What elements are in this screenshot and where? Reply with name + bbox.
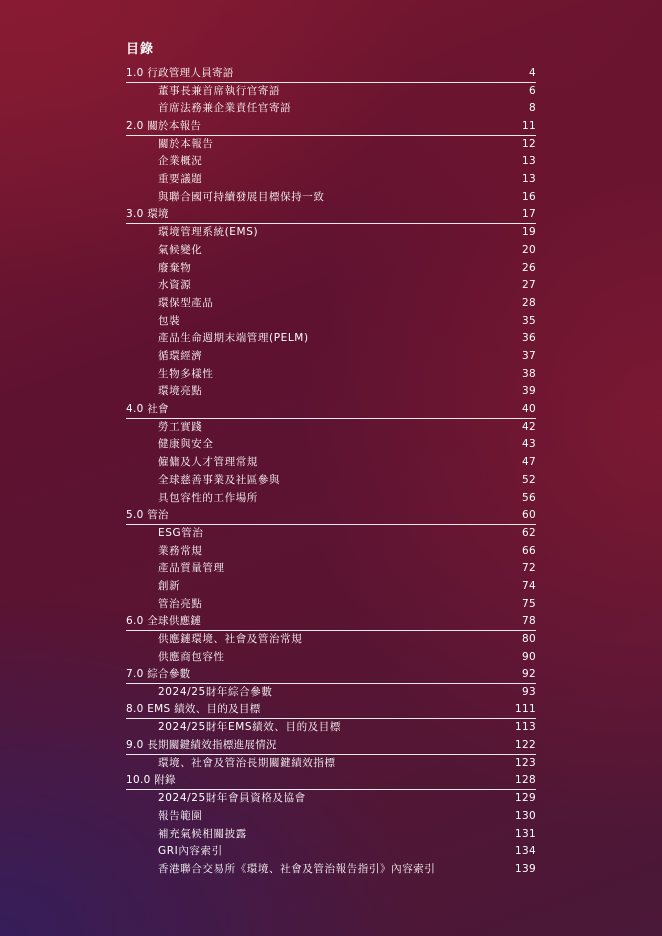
- toc-page-number: 17: [522, 208, 536, 220]
- toc-page-number: 36: [522, 332, 536, 345]
- toc-entry-label: 環境、社會及管治長期關鍵績效指標: [158, 756, 336, 769]
- toc-subsection-row[interactable]: [126, 295, 536, 313]
- toc-page-number: 35: [522, 314, 536, 327]
- toc-page-number: 90: [522, 650, 536, 663]
- toc-subsection-row[interactable]: [126, 153, 536, 171]
- toc-entry-label: 2.0 關於本報告: [126, 119, 202, 132]
- toc-entry-label: 企業概況: [158, 155, 203, 168]
- toc-entry-label: 健康與安全: [158, 438, 214, 451]
- toc-section-row[interactable]: [126, 666, 536, 684]
- toc-subsection-row[interactable]: [126, 525, 536, 543]
- toc-subsection-row[interactable]: [126, 224, 536, 242]
- toc-entry-label: 包裝: [158, 314, 181, 327]
- toc-subsection-row[interactable]: [126, 719, 536, 737]
- toc-page-number: 40: [522, 402, 536, 415]
- toc-entry-label: 1.0 行政管理人員寄語: [126, 66, 234, 79]
- toc-page-number: 80: [522, 633, 536, 645]
- toc-subsection-row[interactable]: [126, 560, 536, 578]
- toc-page-number: 62: [522, 526, 536, 539]
- toc-subsection-row[interactable]: [126, 348, 536, 366]
- toc-entry-label: 董事長兼首席執行官寄語: [158, 84, 281, 97]
- toc-entry-label: 4.0 社會: [126, 402, 169, 415]
- toc-entry-label: 具包容性的工作場所: [158, 491, 258, 504]
- toc-entry-label: 香港聯合交易所《環境、社會及管治報告指引》內容索引: [158, 862, 436, 875]
- table-of-contents: [126, 40, 536, 879]
- toc-subsection-row[interactable]: [126, 383, 536, 401]
- toc-entry-label: 供應商包容性: [158, 650, 225, 663]
- toc-page-number: 12: [522, 137, 536, 150]
- toc-page-number: 6: [529, 84, 536, 97]
- toc-subsection-row[interactable]: [126, 596, 536, 614]
- toc-subsection-row[interactable]: [126, 366, 536, 384]
- toc-subsection-row[interactable]: [126, 543, 536, 561]
- toc-page-number: 27: [522, 279, 536, 292]
- toc-entry-label: 供應鏈環境、社會及管治常規: [158, 633, 303, 645]
- toc-page-number: 139: [515, 862, 536, 875]
- toc-page-number: 37: [522, 350, 536, 362]
- toc-page-number: 122: [515, 738, 536, 751]
- toc-entry-label: 首席法務兼企業責任官寄語: [158, 102, 292, 115]
- toc-entry-label: 管治亮點: [158, 597, 203, 610]
- toc-subsection-row[interactable]: [126, 826, 536, 844]
- toc-page-number: 92: [522, 667, 536, 680]
- toc-page-number: 13: [522, 155, 536, 168]
- toc-subsection-row[interactable]: [126, 171, 536, 189]
- toc-subsection-row[interactable]: [126, 861, 536, 879]
- toc-subsection-row[interactable]: [126, 100, 536, 118]
- toc-section-row[interactable]: [126, 118, 536, 136]
- toc-subsection-row[interactable]: [126, 189, 536, 207]
- toc-entry-label: 生物多樣性: [158, 367, 214, 380]
- toc-subsection-row[interactable]: [126, 684, 536, 702]
- toc-entry-label: 8.0 EMS 績效、目的及目標: [126, 703, 261, 716]
- toc-entry-label: ESG管治: [158, 526, 204, 539]
- toc-section-row[interactable]: [126, 702, 536, 720]
- toc-entry-label: 9.0 長期關鍵績效指標進展情況: [126, 738, 277, 751]
- toc-page-number: 56: [522, 491, 536, 504]
- toc-entry-label: 5.0 管治: [126, 508, 169, 521]
- toc-page-number: 28: [522, 296, 536, 309]
- toc-page-number: 4: [529, 66, 536, 79]
- toc-entry-label: 產品生命週期末端管理(PELM): [158, 332, 309, 345]
- toc-entry-label: 環境管理系統(EMS): [158, 226, 259, 239]
- toc-section-row[interactable]: [126, 773, 536, 791]
- toc-section-row[interactable]: [126, 613, 536, 631]
- toc-subsection-row[interactable]: [126, 419, 536, 437]
- toc-page-number: 72: [522, 562, 536, 575]
- toc-page-number: 47: [522, 456, 536, 469]
- toc-entry-label: 廢棄物: [158, 261, 192, 274]
- toc-page-number: 128: [515, 774, 536, 786]
- toc-page-number: 113: [515, 721, 536, 734]
- toc-page-number: 134: [515, 845, 536, 858]
- toc-page-number: 43: [522, 438, 536, 451]
- toc-page-number: 26: [522, 261, 536, 274]
- toc-entry-label: 業務常規: [158, 544, 203, 557]
- toc-entry-label: 重要議題: [158, 173, 203, 186]
- toc-page-number: 19: [522, 226, 536, 239]
- toc-page-number: 42: [522, 420, 536, 433]
- toc-section-row[interactable]: [126, 207, 536, 225]
- toc-page-number: 129: [515, 792, 536, 805]
- toc-page-number: 16: [522, 190, 536, 203]
- toc-page-number: 130: [515, 809, 536, 822]
- toc-entry-label: 勞工實踐: [158, 420, 203, 433]
- page-title: 目錄: [126, 42, 155, 57]
- toc-subsection-row[interactable]: [126, 436, 536, 454]
- toc-subsection-row[interactable]: [126, 242, 536, 260]
- toc-subsection-row[interactable]: [126, 454, 536, 472]
- toc-page-number: 66: [522, 544, 536, 557]
- toc-entry-label: 與聯合國可持續發展目標保持一致: [158, 190, 325, 203]
- toc-page-number: 52: [522, 473, 536, 486]
- toc-subsection-row[interactable]: [126, 490, 536, 508]
- toc-page-number: 13: [522, 173, 536, 186]
- toc-subsection-row[interactable]: [126, 649, 536, 667]
- toc-subsection-row[interactable]: [126, 83, 536, 101]
- toc-page-number: 74: [522, 579, 536, 592]
- toc-entry-label: 環境亮點: [158, 385, 203, 398]
- toc-entry-label: 報告範圍: [158, 809, 203, 822]
- toc-subsection-row[interactable]: [126, 136, 536, 154]
- toc-subsection-row[interactable]: [126, 808, 536, 826]
- toc-page-number: 20: [522, 243, 536, 256]
- toc-page-number: 38: [522, 367, 536, 380]
- toc-entry-label: GRI內容索引: [158, 845, 223, 858]
- toc-section-row[interactable]: [126, 507, 536, 525]
- toc-entry-label: 補充氣候相關披露: [158, 827, 247, 840]
- toc-entry-label: 全球慈善事業及社區參與: [158, 473, 281, 486]
- toc-entry-label: 循環經濟: [158, 350, 203, 362]
- toc-entry-label: 2024/25財年綜合參數: [158, 686, 273, 699]
- toc-subsection-row[interactable]: [126, 843, 536, 861]
- toc-entry-label: 6.0 全球供應鏈: [126, 614, 202, 627]
- toc-subsection-row[interactable]: [126, 260, 536, 278]
- toc-entry-label: 僱傭及人才管理常規: [158, 456, 258, 469]
- toc-entry-label: 3.0 環境: [126, 208, 169, 220]
- toc-subsection-row[interactable]: [126, 277, 536, 295]
- toc-entry-label: 水資源: [158, 279, 192, 292]
- toc-section-row[interactable]: [126, 737, 536, 755]
- toc-entry-label: 產品質量管理: [158, 562, 225, 575]
- toc-entry-label: 環保型產品: [158, 296, 214, 309]
- toc-page-number: 131: [515, 827, 536, 840]
- toc-page-number: 78: [522, 614, 536, 627]
- toc-page-number: 39: [522, 385, 536, 398]
- toc-entry-label: 2024/25財年會員資格及協會: [158, 792, 306, 805]
- toc-entry-label: 創新: [158, 579, 181, 592]
- toc-entry-label: 氣候變化: [158, 243, 203, 256]
- toc-page-number: 93: [522, 686, 536, 699]
- toc-subsection-row[interactable]: [126, 330, 536, 348]
- toc-subsection-row[interactable]: [126, 472, 536, 490]
- toc-subsection-row[interactable]: [126, 790, 536, 808]
- toc-subsection-row[interactable]: [126, 313, 536, 331]
- toc-subsection-row[interactable]: [126, 631, 536, 649]
- toc-list: [126, 65, 536, 879]
- toc-page-number: 11: [522, 119, 536, 132]
- toc-entry-label: 7.0 綜合參數: [126, 667, 191, 680]
- toc-page-number: 111: [515, 703, 536, 716]
- toc-page-number: 123: [515, 756, 536, 769]
- toc-entry-label: 關於本報告: [158, 137, 214, 150]
- toc-subsection-row[interactable]: [126, 578, 536, 596]
- toc-entry-label: 2024/25財年EMS績效、目的及目標: [158, 721, 341, 734]
- toc-page-number: 8: [529, 102, 536, 115]
- toc-page-number: 75: [522, 597, 536, 610]
- toc-section-row[interactable]: [126, 65, 536, 83]
- toc-section-row[interactable]: [126, 401, 536, 419]
- toc-page-number: 60: [522, 508, 536, 521]
- toc-entry-label: 10.0 附錄: [126, 774, 176, 786]
- toc-subsection-row[interactable]: [126, 755, 536, 773]
